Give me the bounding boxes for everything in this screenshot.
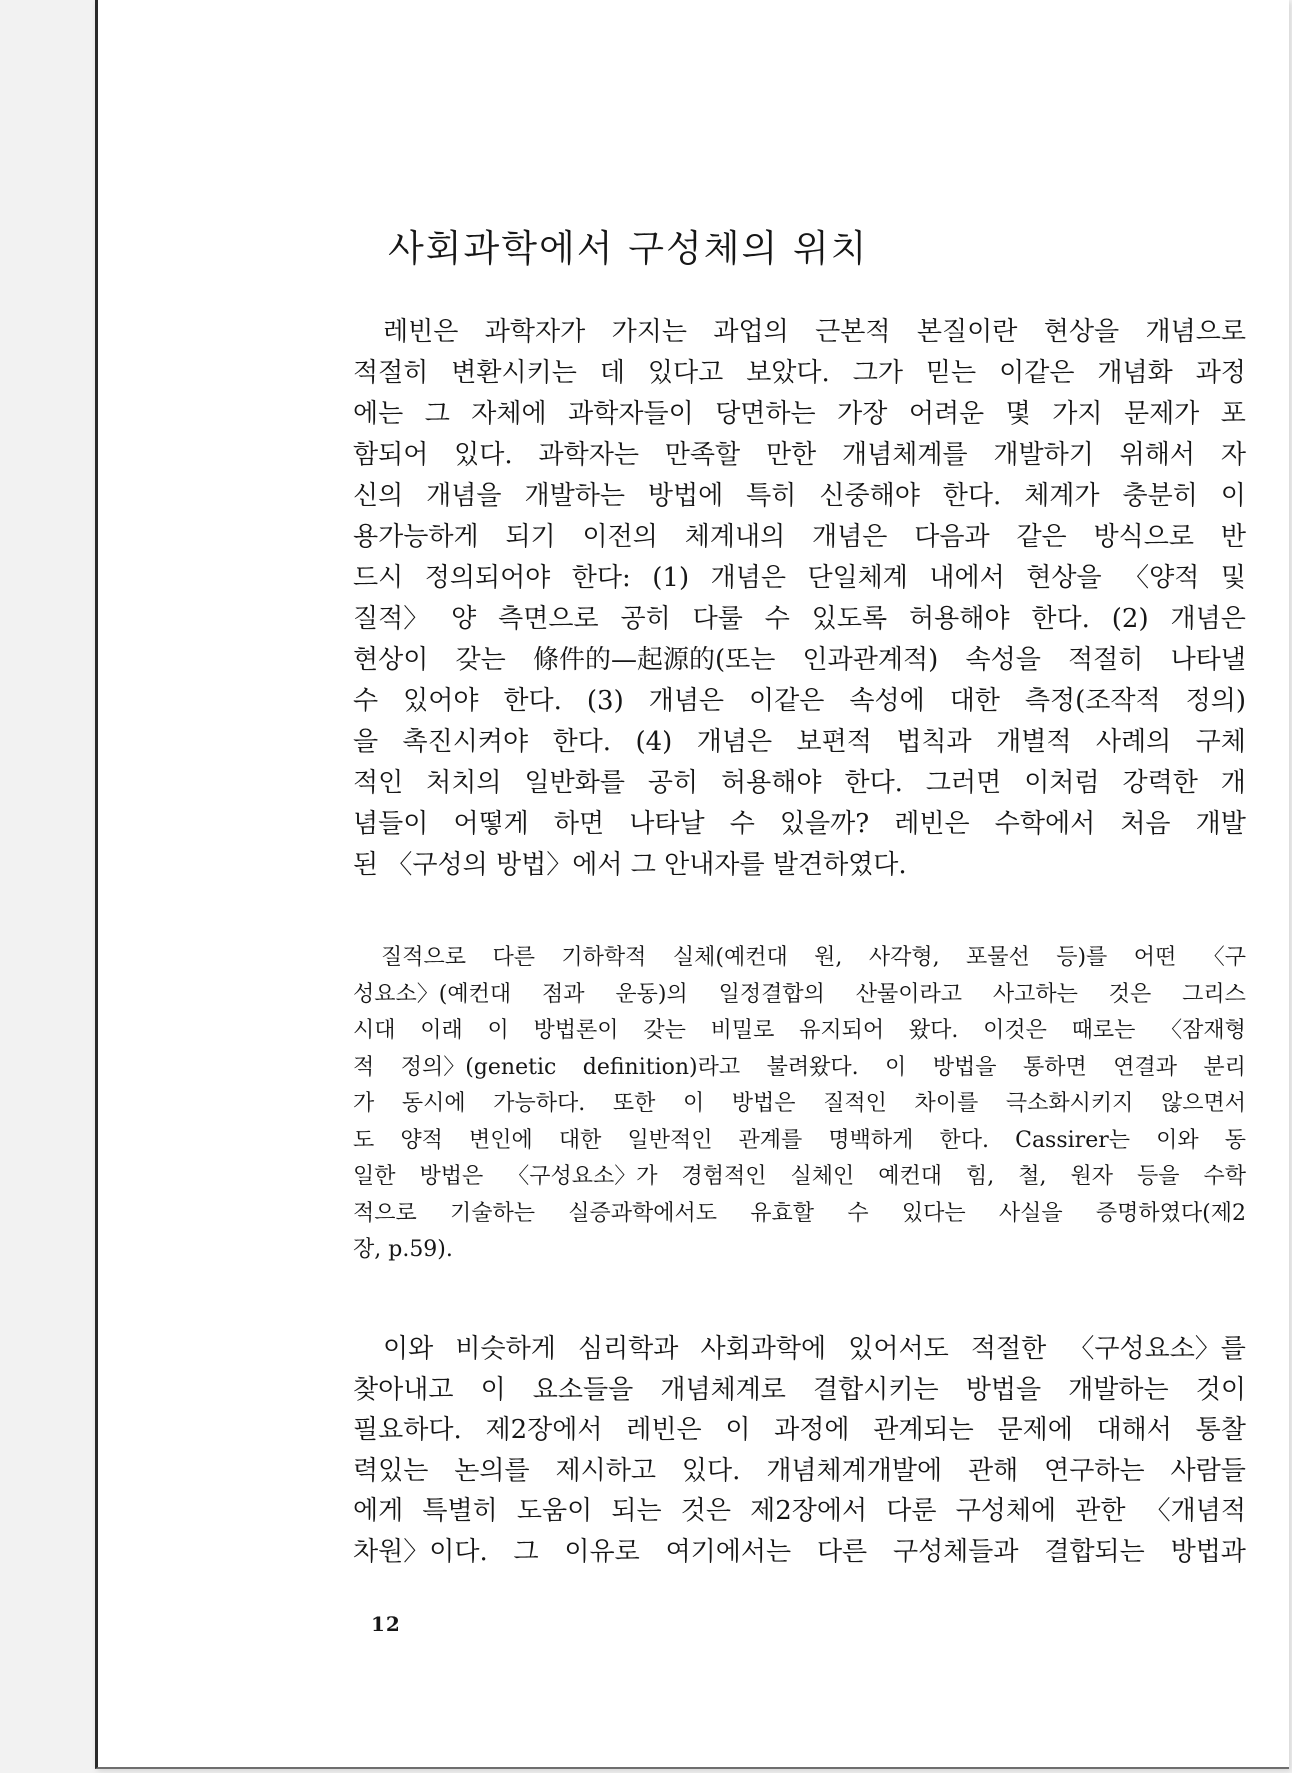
text-line: 드시 정의되어야 한다: (1) 개념은 단일체계 내에서 현상을 〈양적 및 [353,563,1246,593]
text-line: 성요소〉(예컨대 점과 운동)의 일정결합의 산물이라고 사고하는 것은 그리스 [353,981,1246,1007]
text-line: 에게 특별히 도움이 되는 것은 제2장에서 다룬 구성체에 관한 〈개념적 [353,1496,1246,1526]
text-line: 함되어 있다. 과학자는 만족할 만한 개념체계를 개발하기 위해서 자 [353,440,1246,470]
text-line: 력있는 논의를 제시하고 있다. 개념체계개발에 관해 연구하는 사람들 [353,1455,1246,1486]
paragraph-3 [353,1329,1246,1572]
text-line: 에는 그 자체에 과학자들이 당면하는 가장 어려운 몇 가지 문제가 포 [353,399,1246,429]
text-line: 레빈은 과학자가 가지는 과업의 근본적 본질이란 현상을 개념으로 [383,317,1246,347]
text-line: 이와 비슷하게 심리학과 사회과학에 있어서도 적절한 〈구성요소〉를 [383,1334,1246,1364]
book-page [95,0,1289,1769]
text-line: 필요하다. 제2장에서 레빈은 이 과정에 관계되는 문제에 대해서 통찰 [353,1415,1246,1445]
text-line: 차원〉이다. 그 이유로 여기에서는 다른 구성체들과 결합되는 방법과 [353,1536,1246,1567]
section-title: 사회과학에서 구성체의 위치 [388,227,869,270]
text-line: 찾아내고 이 요소들을 개념체계로 결합시키는 방법을 개발하는 것이 [353,1374,1246,1405]
text-line: 된 〈구성의 방법〉에서 그 안내자를 발견하였다. [353,850,907,880]
text-line: 수 있어야 한다. (3) 개념은 이같은 속성에 대한 측정(조작적 정의) [353,686,1246,716]
text-line: 용가능하게 되기 이전의 체계내의 개념은 다음과 같은 방식으로 반 [353,522,1246,552]
text-line: 념들이 어떻게 하면 나타날 수 있을까? 레빈은 수학에서 처음 개발 [353,809,1246,839]
text-line: 적으로 기술하는 실증과학에서도 유효할 수 있다는 사실을 증명하였다(제2 [353,1200,1246,1226]
text-line: 일한 방법은 〈구성요소〉가 경험적인 실체인 예컨대 힘, 철, 원자 등을 수학 [353,1164,1246,1189]
text-line: 적절히 변환시키는 데 있다고 보았다. 그가 믿는 이같은 개념화 과정 [353,358,1246,388]
text-line: 현상이 갖는 條件的—起源的(또는 인과관계적) 속성을 적절히 나타낼 [353,645,1246,675]
text-line: 질적〉 양 측면으로 공히 다룰 수 있도록 허용해야 한다. (2) 개념은 [353,604,1246,634]
text-line: 신의 개념을 개발하는 방법에 특히 신중해야 한다. 체계가 충분히 이 [353,481,1246,511]
paragraph-2 [353,940,1246,1269]
text-line: 시대 이래 이 방법론이 갖는 비밀로 유지되어 왔다. 이것은 때로는 〈잠재형 [353,1018,1246,1043]
text-line: 적 정의〉(genetic definition)라고 불려왔다. 이 방법을 통하면 연결과 분리 [353,1054,1246,1080]
text-line: 도 양적 변인에 대한 일반적인 관계를 명백하게 한다. Cassirer는 이와 동 [353,1127,1246,1153]
text-line: 질적으로 다른 기하학적 실체(예컨대 원, 사각형, 포물선 등)를 어떤 〈구 [381,945,1246,970]
text-line: 장, p.59). [353,1237,453,1262]
text-line: 을 촉진시켜야 한다. (4) 개념은 보편적 법칙과 개별적 사례의 구체 [353,727,1246,757]
text-line: 적인 처치의 일반화를 공히 허용해야 한다. 그러면 이처럼 강력한 개 [353,768,1246,798]
page-number: 12 [371,1612,401,1636]
text-line: 가 동시에 가능하다. 또한 이 방법은 질적인 차이를 극소화시키지 않으면서 [353,1091,1246,1116]
paragraph-1 [353,312,1246,886]
